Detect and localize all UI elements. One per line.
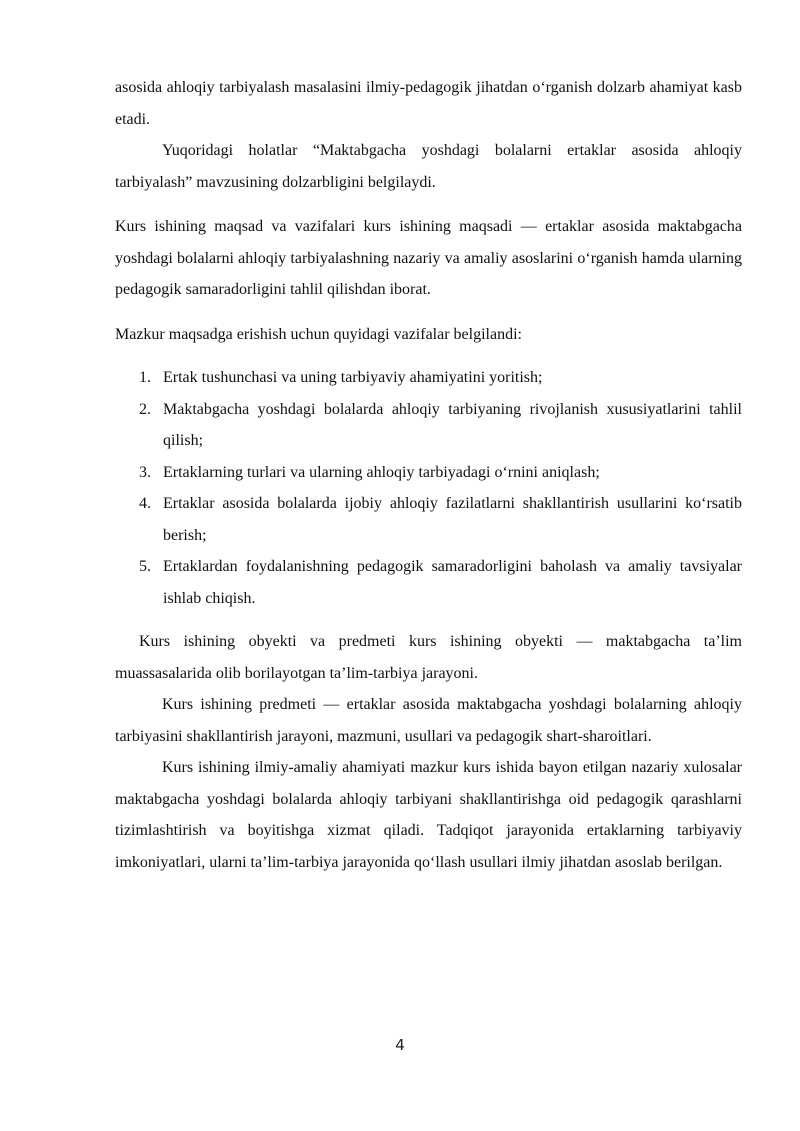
list-item: [115, 551, 742, 614]
list-item-text: Ertaklarning turlari va ularning ahloqiy tarbiyadagi o‘rnini aniqlash;: [163, 463, 600, 481]
page-number: 4: [395, 1036, 405, 1054]
paragraph-goal: Kurs ishining maqsad va vazifalari kurs ishining maqsadi — ertaklar asosida maktabgacha yoshdagi bolalarni ahloqiy tarbiyalashning nazariy va amaliy asoslarini o‘rganish hamda ularning pedagogik samaradorligini tahlil qilishdan iborat.: [115, 218, 742, 298]
list-item-number: 4.: [139, 495, 151, 512]
paragraph-object: Kurs ishining obyekti va predmeti kurs ishining obyekti — maktabgacha ta’lim muassasalarida olib borilayotgan ta’lim-tarbiya jarayoni.: [115, 633, 742, 682]
page-body: [115, 72, 742, 878]
list-item: [115, 457, 742, 489]
list-item-text: Ertak tushunchasi va uning tarbiyaviy ahamiyatini yoritish;: [163, 369, 543, 386]
paragraph-significance: Kurs ishining ilmiy-amaliy ahamiyati mazkur kurs ishida bayon etilgan nazariy xulosalar maktabgacha yoshdagi bolalarda ahloqiy tarbiyani shakllantirishga oid pedagogik qarashlarni tizimlashtirish va boyitishga xizmat qiladi. Tadqiqot jarayonida ertaklarning tarbiyaviy imkoniyatlari, ularni ta’lim-tarbiya jarayonida qo‘llash usullari ilmiy jihatdan asoslab berilgan.: [115, 759, 742, 871]
list-item-number: 3.: [139, 463, 151, 481]
list-item: [115, 362, 742, 394]
list-item-number: 2.: [139, 400, 151, 418]
list-item: [115, 488, 742, 551]
paragraph-continuation: asosida ahloqiy tarbiyalash masalasini ilmiy-pedagogik jihatdan o‘rganish dolzarb ahamiyat kasb etadi.: [115, 79, 742, 128]
tasks-list: [115, 362, 742, 614]
list-item-text: Maktabgacha yoshdagi bolalarda ahloqiy tarbiyaning rivojlanish xususiyatlarini tahlil qilish;: [163, 400, 742, 449]
list-item-number: 1.: [139, 369, 151, 386]
list-item: [115, 394, 742, 457]
list-item-text: Ertaklardan foydalanishning pedagogik samaradorligini baholash va amaliy tavsiyalar ishlab chiqish.: [163, 558, 742, 607]
list-item-text: Ertaklar asosida bolalarda ijobiy ahloqiy fazilatlarni shakllantirish usullarini ko‘rsatib berish;: [163, 495, 742, 544]
paragraph-relevance: Yuqoridagi holatlar “Maktabgacha yoshdagi bolalarni ertaklar asosida ahloqiy tarbiyalash” mavzusining dolzarbligini belgilaydi.: [115, 142, 742, 191]
list-item-number: 5.: [139, 558, 151, 575]
paragraph-subject: Kurs ishining predmeti — ertaklar asosida maktabgacha yoshdagi bolalarning ahloqiy tarbiyasini shakllantirish jarayoni, mazmuni, usullari va pedagogik shart-sharoitlari.: [115, 696, 742, 745]
paragraph-tasks-intro: Mazkur maqsadga erishish uchun quyidagi vazifalar belgilandi:: [115, 325, 522, 343]
